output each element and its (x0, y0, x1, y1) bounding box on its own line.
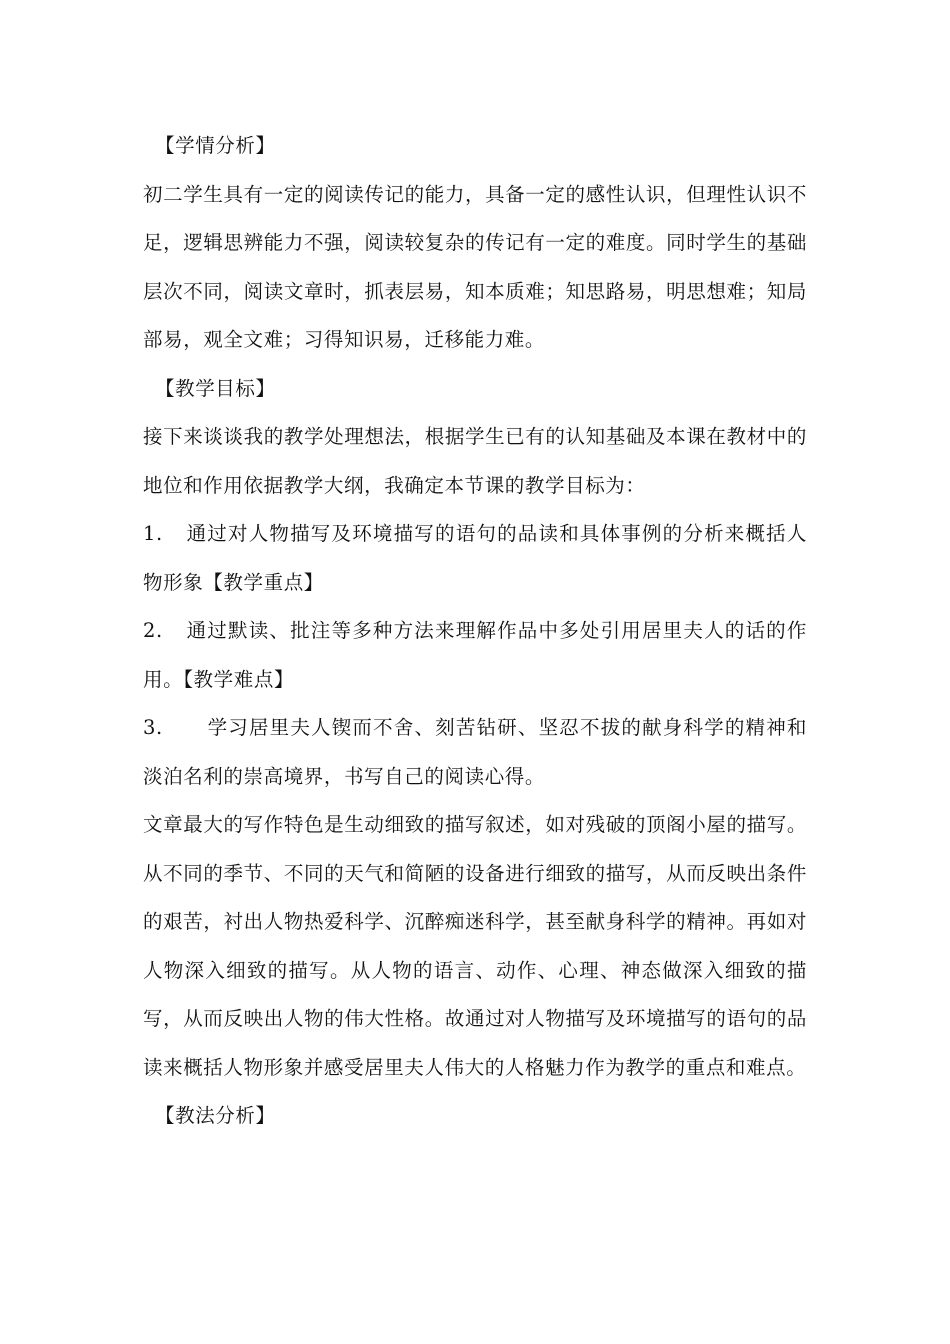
goal-item-number: 3. (143, 716, 163, 739)
goal-item-text: 通过默读、批注等多种方法来理解作品中多处引用居里夫人的话的作用。【教学难点】 (143, 619, 807, 691)
goal-item-2 (143, 607, 807, 704)
goal-item-text: 学习居里夫人锲而不舍、刻苦钻研、坚忍不拔的献身科学的精神和淡泊名利的崇高境界，书写自己的阅读心得。 (143, 716, 807, 788)
goal-item-1 (143, 510, 807, 607)
section-heading-method-analysis: 【教法分析】 (155, 1104, 276, 1127)
document-body (143, 122, 807, 1141)
goal-item-number: 2. (143, 619, 163, 642)
teaching-goals-intro: 接下来谈谈我的教学处理想法，根据学生已有的认知基础及本课在教材中的地位和作用依据教学大纲，我确定本节课的教学目标为： (143, 425, 807, 497)
writing-feature-paragraph: 文章最大的写作特色是生动细致的描写叙述，如对残破的顶阁小屋的描写。从不同的季节、不同的天气和简陋的设备进行细致的描写，从而反映出条件的艰苦，衬出人物热爱科学、沉醉痴迷科学，甚至献身科学的精神。再如对人物深入细致的描写。从人物的语言、动作、心理、神态做深入细致的描写，从而反映出人物的伟大性格。故通过对人物描写及环境描写的语句的品读来概括人物形象并感受居里夫人伟大的人格魅力作为教学的重点和难点。 (143, 813, 807, 1079)
learning-analysis-paragraph: 初二学生具有一定的阅读传记的能力，具备一定的感性认识，但理性认识不足，逻辑思辨能力不强，阅读较复杂的传记有一定的难度。同时学生的基础层次不同，阅读文章时，抓表层易，知本质难；知思路易，明思想难；知局部易，观全文难；习得知识易，迁移能力难。 (143, 182, 807, 351)
goal-item-text: 通过对人物描写及环境描写的语句的品读和具体事例的分析来概括人物形象【教学重点】 (143, 522, 807, 594)
section-heading-teaching-goals: 【教学目标】 (155, 376, 276, 400)
section-heading-learning-analysis: 【学情分析】 (155, 134, 276, 157)
goal-item-3 (143, 704, 807, 801)
goal-item-number: 1. (143, 522, 163, 545)
